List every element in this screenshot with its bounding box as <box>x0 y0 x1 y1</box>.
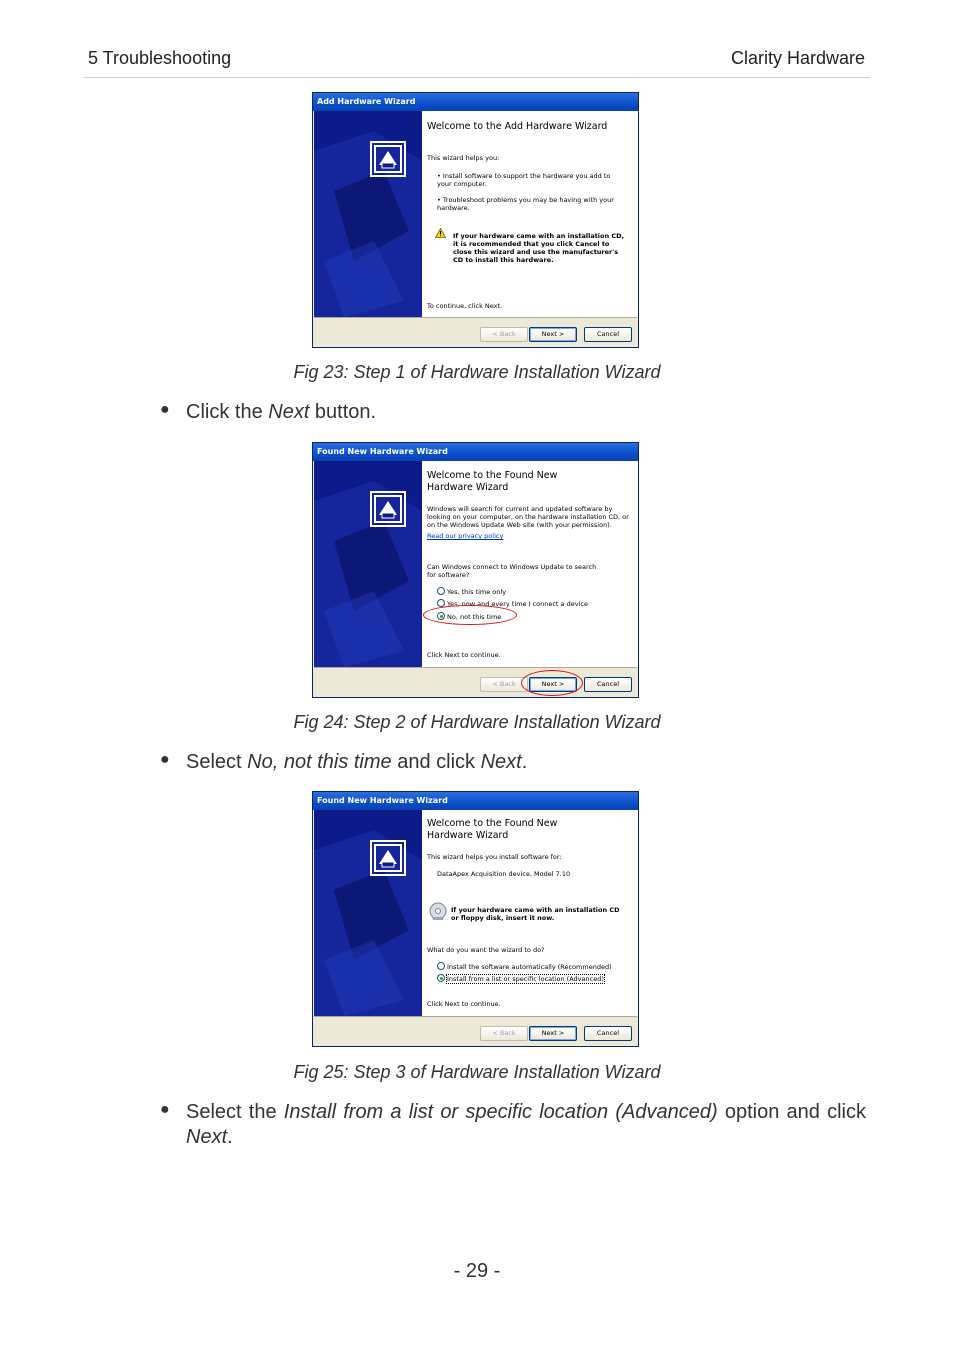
wizard-side-banner <box>314 461 422 667</box>
back-button[interactable]: < Back <box>480 327 528 342</box>
wizard-continue: Click Next to continue. <box>427 1000 501 1008</box>
cd-icon <box>428 901 448 923</box>
cancel-button[interactable]: Cancel <box>584 327 632 342</box>
header-product: Clarity Hardware <box>730 48 865 68</box>
step-3: Select the Install from a list or specific location (Advanced) option and click Next. <box>186 1101 866 1148</box>
wizard-bullet-2: • Troubleshoot problems you may be having with your hardware. <box>437 196 614 212</box>
window-title: Add Hardware Wizard <box>313 93 638 111</box>
figure-caption: Fig 24: Step 2 of Hardware Installation Wizard <box>293 712 661 732</box>
found-new-hardware-wizard-step2-screenshot <box>312 442 639 698</box>
radio-button-selected[interactable] <box>437 974 445 982</box>
option-no-not-this-time[interactable]: No, not this time <box>437 612 642 621</box>
privacy-policy-link[interactable]: Read our privacy policy <box>427 532 504 540</box>
found-new-hardware-wizard-step3-screenshot <box>312 791 639 1047</box>
highlight-circle <box>423 605 517 625</box>
window-title: Found New Hardware Wizard <box>313 443 638 461</box>
add-hardware-wizard-screenshot <box>312 92 639 348</box>
wizard-intro: Windows will search for current and updated software by looking on your computer, on the hardware installation CD, or on the Windows Update Web site (with your permission). <box>427 505 629 529</box>
option-yes-once[interactable]: Yes, this time only <box>437 587 642 596</box>
back-button[interactable]: < Back <box>480 1026 528 1041</box>
header-chapter: 5 Troubleshooting <box>88 48 232 68</box>
device-name: DataApex Acquisition device, Model 7.10 <box>437 870 571 878</box>
option-install-from-list[interactable]: Install from a list or specific location (Advanced) <box>437 974 642 983</box>
figure-caption: Fig 23: Step 1 of Hardware Installation Wizard <box>293 362 661 382</box>
wizard-warning: If your hardware came with an installation CD, it is recommended that you click Cancel to close this wizard and use the manufacturer's CD to install this hardware. <box>453 232 625 264</box>
wizard-heading: Welcome to the Found New Hardware Wizard <box>427 470 558 493</box>
wizard-intro: This wizard helps you: <box>427 154 500 162</box>
wizard-continue: Click Next to continue. <box>427 651 501 659</box>
page-number: - 29 - <box>453 1260 501 1282</box>
wizard-intro: This wizard helps you install software for: <box>427 853 562 861</box>
wizard-question: Can Windows connect to Windows Update to search for software? <box>427 563 597 579</box>
wizard-content <box>422 461 638 667</box>
hardware-wizard-icon <box>370 491 406 527</box>
highlight-circle <box>521 670 583 696</box>
wizard-content <box>422 111 638 317</box>
wizard-footer <box>314 1016 637 1047</box>
wizard-side-banner <box>314 111 422 317</box>
next-button[interactable]: Next > <box>529 327 577 342</box>
option-yes-always[interactable]: Yes, now and every time I connect a device <box>437 599 642 608</box>
option-install-automatically[interactable]: Install the software automatically (Recommended) <box>437 962 642 971</box>
wizard-heading: Welcome to the Found New Hardware Wizard <box>427 818 558 841</box>
back-button[interactable]: < Back <box>480 677 528 692</box>
hardware-wizard-icon <box>370 141 406 177</box>
wizard-continue: To continue, click Next. <box>427 302 503 310</box>
next-button[interactable]: Next > <box>529 1026 577 1041</box>
warning-icon <box>435 228 446 240</box>
wizard-side-banner <box>314 810 422 1016</box>
radio-button[interactable] <box>437 587 445 595</box>
header-rule <box>84 77 870 78</box>
wizard-heading: Welcome to the Add Hardware Wizard <box>427 121 608 132</box>
hardware-wizard-icon <box>370 840 406 876</box>
radio-button[interactable] <box>437 962 445 970</box>
wizard-content <box>422 810 638 1016</box>
next-button[interactable]: Next > <box>529 677 577 692</box>
cd-note: If your hardware came with an installation CD or floppy disk, insert it now. <box>451 906 620 922</box>
cancel-button[interactable]: Cancel <box>584 1026 632 1041</box>
window-title: Found New Hardware Wizard <box>313 792 638 810</box>
wizard-footer <box>314 667 637 698</box>
cancel-button[interactable]: Cancel <box>584 677 632 692</box>
figure-caption: Fig 25: Step 3 of Hardware Installation Wizard <box>293 1062 661 1082</box>
wizard-bullet-1: • Install software to support the hardware you add to your computer. <box>437 172 611 188</box>
wizard-footer <box>314 317 637 348</box>
wizard-question: What do you want the wizard to do? <box>427 946 545 954</box>
